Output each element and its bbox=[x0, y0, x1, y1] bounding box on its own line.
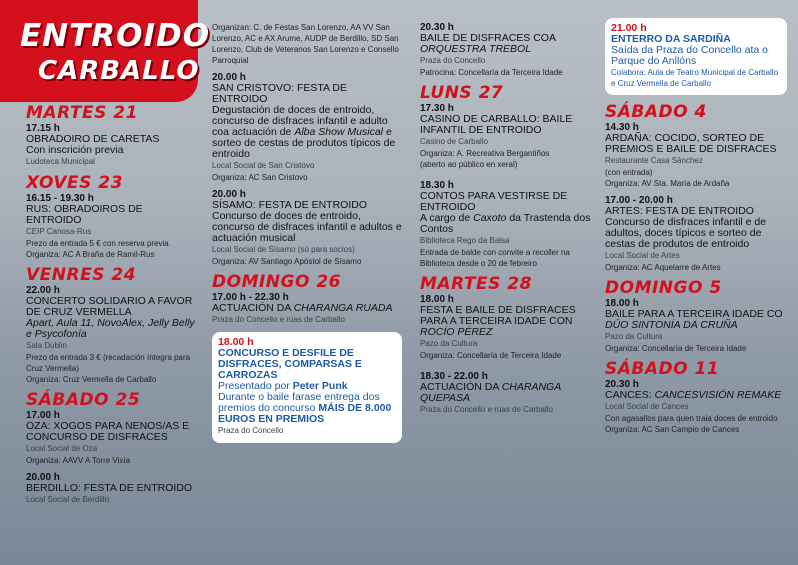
description-text: Degustación de doces de entroido, concurso de disfraces infantil e adulto coa actuación de bbox=[212, 104, 388, 138]
day-heading: DOMINGO 26 bbox=[212, 272, 342, 292]
event-time: 18.00 h bbox=[605, 298, 639, 309]
event-name bbox=[605, 390, 787, 401]
event-place: Local Social de Cances bbox=[605, 402, 689, 411]
day-heading: LUNS 27 bbox=[420, 83, 504, 103]
event bbox=[420, 22, 598, 78]
event bbox=[420, 371, 598, 416]
event-time: 17.15 h bbox=[26, 123, 60, 134]
presenter-text: Presentado por bbox=[218, 380, 293, 392]
event-organizer: Organizan: C. de Festas San Lorenzo, AA VV San Lorenzo, AC e AX Arume, AUDP de Berdillo, SD San Lorenzo, Club de Veteranos San Lorenzo e Consello Parroquial bbox=[212, 23, 399, 65]
event bbox=[420, 294, 598, 361]
event-description: Concurso de doces de entroido, concurso de disfraces infantil e adultos e actuación musical bbox=[212, 210, 402, 244]
event bbox=[605, 298, 787, 354]
performer-name: CANCESVISIÓN REMAKE bbox=[654, 389, 782, 401]
event-name: OBRADOIRO DE CARETAS bbox=[26, 133, 160, 145]
event-price: Prezo da entrada 3 € (recadación íntegra para Cruz Vermella) bbox=[26, 353, 191, 373]
event-organizers-block bbox=[212, 22, 402, 66]
title-banner bbox=[0, 0, 211, 102]
event-place: Praza do Concello e rúas de Carballo bbox=[212, 315, 345, 324]
event-organizer: Organiza: AC A Braña de Ramil-Rus bbox=[26, 250, 155, 259]
event-place: Casino de Carballo bbox=[420, 137, 489, 146]
title-entroido: ENTROIDO bbox=[20, 18, 211, 54]
name-text: BAILE DE DISFRACES COA bbox=[420, 32, 556, 44]
column-1 bbox=[26, 104, 201, 512]
event-description bbox=[420, 213, 598, 235]
event-time: 17.00 h - 22.30 h bbox=[212, 292, 289, 303]
performer-name: CHARANGA QUEPASA bbox=[420, 381, 561, 404]
event-place: Local Social de Artes bbox=[605, 251, 680, 260]
event-organizer: Organiza: AC San Campio de Cances bbox=[605, 425, 740, 434]
column-2 bbox=[212, 22, 402, 443]
event bbox=[212, 72, 402, 183]
event-place: Praza do Concello bbox=[218, 426, 284, 435]
name-text: BAILE PARA A TERCEIRA IDADE CO bbox=[605, 308, 783, 320]
day-heading: VENRES 24 bbox=[26, 265, 137, 285]
event-description: Con inscrición previa bbox=[26, 144, 124, 156]
event-time: 17.30 h bbox=[420, 103, 454, 114]
performer-name: ROCÍO PÉREZ bbox=[420, 326, 493, 338]
highlight-card bbox=[212, 332, 402, 443]
event-time: 17.00 - 20.00 h bbox=[605, 195, 673, 206]
event bbox=[605, 195, 787, 273]
event bbox=[26, 123, 201, 168]
event-place: Local Social de Oza bbox=[26, 444, 98, 453]
event-name bbox=[605, 309, 787, 331]
event-name bbox=[420, 33, 598, 55]
event-time: 14.30 h bbox=[605, 122, 639, 133]
event-place: Praza do Concello e rúas de Carballo bbox=[420, 405, 553, 414]
event-time: 18.00 h bbox=[218, 336, 254, 348]
event-time: 16.15 - 19.30 h bbox=[26, 193, 94, 204]
event-time: 18.30 - 22.00 h bbox=[420, 371, 488, 382]
event-time: 22.00 h bbox=[26, 285, 60, 296]
presenter-name: Peter Punk bbox=[292, 380, 348, 392]
event-name: ENTERRO DA SARDIÑA bbox=[611, 33, 731, 45]
event-place: Praza do Concello bbox=[420, 56, 486, 65]
event-note: Entrada de balde con convite a recoller na Biblioteca desde o 20 de febreiro bbox=[420, 248, 570, 268]
day-heading: XOVES 23 bbox=[26, 173, 123, 193]
name-text: ACTUACIÓN DA bbox=[420, 381, 502, 393]
event-place: Biblioteca Rego da Balsa bbox=[420, 236, 510, 245]
title-carballo: CARBALLO bbox=[38, 56, 200, 86]
day-heading: MARTES 21 bbox=[26, 103, 138, 123]
event bbox=[212, 292, 402, 326]
event-description: Concurso de disfraces infantil e de adultos, doces típicos e sorteo de cestas de produtos de entroido bbox=[605, 216, 767, 250]
performer-name: DÚO SINTONÍA DA CRUÑA bbox=[605, 319, 738, 331]
event-organizer: Organiza: Cruz Vermella de Carballo bbox=[26, 375, 157, 384]
performer-name: ORQUESTRA TREBOL bbox=[420, 43, 532, 55]
event-place: Pazo da Cultura bbox=[420, 339, 478, 348]
event-note: (con entrada) bbox=[605, 168, 653, 177]
event-place: Pazo da Cultura bbox=[605, 332, 663, 341]
event bbox=[26, 285, 201, 385]
event bbox=[420, 180, 598, 269]
event-price: Prezo da entrada 5 € con reserva previa bbox=[26, 239, 169, 248]
event-name: ARDAÑA: COCIDO, SORTEO DE PREMIOS E BAILE DE DISFRACES bbox=[605, 132, 777, 155]
event-organizer: Organiza: AV Santiago Apóstol de Sísamo bbox=[212, 257, 362, 266]
event-time: 20.00 h bbox=[212, 72, 246, 83]
event-time: 18.30 h bbox=[420, 180, 454, 191]
event-place: Ludoteca Municipal bbox=[26, 157, 95, 166]
event-name bbox=[420, 305, 598, 338]
event-name: OZA: XOGOS PARA NENOS/AS E CONCURSO DE DISFRACES bbox=[26, 420, 190, 443]
event-time: 20.30 h bbox=[420, 22, 454, 33]
event bbox=[26, 410, 201, 466]
event-organizer: Organiza: A. Recreativa Bergantiños bbox=[420, 149, 550, 158]
event-name: SÍSAMO: FESTA DE ENTROIDO bbox=[212, 199, 367, 211]
event-organizer: Organiza: Concellaría de Terceira Idade bbox=[420, 351, 562, 360]
event-place: Sala Dublin bbox=[26, 341, 67, 350]
event-organizer: Organiza: AC San Cristovo bbox=[212, 173, 308, 182]
performer-name: Caxoto bbox=[473, 212, 507, 224]
event-description: Apart, Aula 11, NovoAlex, Jelly Belly e Psycofonía bbox=[26, 317, 195, 340]
performer-name: CHARANGA RUADA bbox=[293, 302, 393, 314]
event bbox=[212, 189, 402, 267]
event-name: ARTES: FESTA DE ENTROIDO bbox=[605, 205, 754, 217]
event-organizer: Organiza: AV Sta. María de Ardaña bbox=[605, 179, 730, 188]
day-heading: DOMINGO 5 bbox=[605, 278, 722, 298]
description-text: Durante o baile farase entrega dos premios do concurso bbox=[218, 391, 380, 414]
name-text: FESTA E BAILE DE DISFRACES PARA A TERCEIRA IDADE CON bbox=[420, 304, 576, 327]
event-organizer: Organiza: Concellaría de Terceira Idade bbox=[605, 344, 747, 353]
event-place: Local Social de San Cristovo bbox=[212, 161, 315, 170]
event-name: CONCURSO E DESFILE DE DISFRACES, COMPARSAS E CARROZAS bbox=[218, 347, 362, 381]
event-place: Local Social de Sísamo (só para socios) bbox=[212, 245, 355, 254]
description-text: e sorteo de cestas de produtos típicos de entroido bbox=[212, 126, 396, 160]
event-time: 18.00 h bbox=[420, 294, 454, 305]
event-name: RUS: OBRADOIROS DE ENTROIDO bbox=[26, 203, 143, 226]
day-heading: MARTES 28 bbox=[420, 274, 532, 294]
prize-amount: MÁIS DE 8.000 EUROS EN PREMIOS bbox=[218, 402, 392, 425]
event-name: CONCERTO SOLIDARIO A FAVOR DE CRUZ VERMELLA bbox=[26, 295, 193, 318]
event-name: CONTOS PARA VESTIRSE DE ENTROIDO bbox=[420, 190, 568, 213]
event-organizer: Organiza: AC Aquelarre de Artes bbox=[605, 263, 721, 272]
description-text: da Trastenda dos Contos bbox=[420, 212, 591, 235]
event-place: CEIP Canosa-Rus bbox=[26, 227, 92, 236]
performer-name: Alba Show Musical bbox=[294, 126, 384, 138]
event-collaborator: Colabora: Aula de Teatro Municipal de Carballo e Cruz Vermella de Carballo bbox=[611, 68, 779, 88]
event-place: Restaurante Casa Sánchez bbox=[605, 156, 703, 165]
event-description: Saída da Praza do Concello ata o Parque do Anllóns bbox=[611, 44, 769, 67]
day-heading: SÁBADO 4 bbox=[605, 102, 707, 122]
event-name: SAN CRISTOVO: FESTA DE ENTROIDO bbox=[212, 82, 347, 105]
event bbox=[420, 103, 598, 170]
event-time: 21.00 h bbox=[611, 22, 647, 34]
event-description bbox=[218, 392, 396, 425]
event-note: (aberto ao público en xeral) bbox=[420, 160, 518, 169]
event-name: CASINO DE CARBALLO: BAILE INFANTIL DE ENTROIDO bbox=[420, 113, 573, 136]
event-organizer: Organiza: AAVV A Torre Vixía bbox=[26, 456, 131, 465]
day-heading: SÁBADO 25 bbox=[26, 390, 141, 410]
event-note: Con agasallos para quen traia doces de entroido bbox=[605, 414, 778, 423]
event-time: 20.00 h bbox=[212, 189, 246, 200]
event-name bbox=[420, 382, 598, 404]
highlight-card bbox=[605, 18, 787, 95]
column-3 bbox=[420, 22, 598, 422]
event-organizer: Patrocina: Concellaría da Terceira Idade bbox=[420, 68, 563, 77]
event bbox=[26, 193, 201, 260]
column-4 bbox=[605, 18, 787, 441]
event bbox=[26, 472, 201, 506]
event bbox=[605, 379, 787, 435]
event-time: 20.30 h bbox=[605, 379, 639, 390]
event-time: 20.00 h bbox=[26, 472, 60, 483]
day-heading: SÁBADO 11 bbox=[605, 359, 720, 379]
event bbox=[605, 122, 787, 189]
event-description bbox=[212, 105, 402, 160]
event-time: 17.00 h bbox=[26, 410, 60, 421]
name-text: CANCES: bbox=[605, 389, 655, 401]
name-text: ACTUACIÓN DA bbox=[212, 302, 294, 314]
event-name bbox=[212, 303, 402, 314]
description-text: A cargo de bbox=[420, 212, 474, 224]
event-place: Local Social de Berdillo bbox=[26, 495, 110, 504]
event-name: BERDILLO: FESTA DE ENTROIDO bbox=[26, 482, 193, 494]
